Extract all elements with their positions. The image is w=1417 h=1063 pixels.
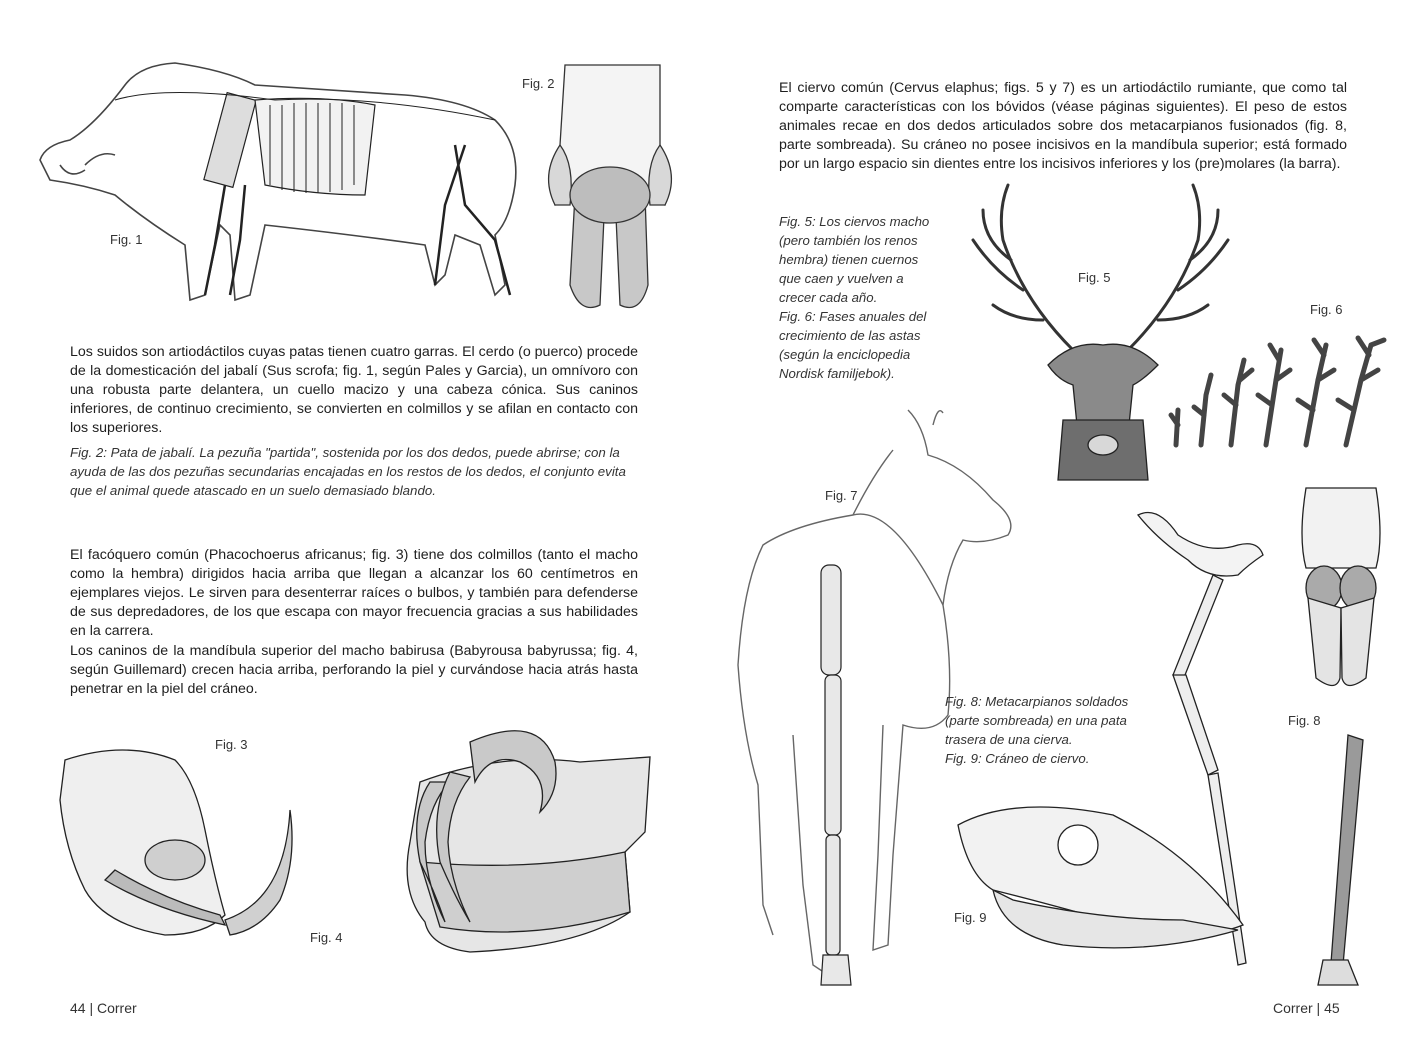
babirusa-skull-illustration: [380, 722, 660, 957]
caption-line: crecer cada año.: [779, 290, 878, 305]
caption-line: Fig. 8: Metacarpianos soldados: [945, 694, 1129, 709]
warthog-skull-illustration: [45, 740, 305, 945]
caption-line: trasera de una cierva.: [945, 732, 1073, 747]
fig2-caption: Fig. 2: Pata de jabalí. La pezuña "partida", sostenida por los dos dedos, puede abrirse; con la ayuda de las dos pezuñas secundarias encajadas en los restos de los dedos, el conjunto evita que el animal quede atascado en un suelo demasiado blando.: [70, 445, 626, 498]
left-folio: 44 | Correr: [70, 1000, 137, 1016]
babirusa-paragraph: Los caninos de la mandíbula superior del macho babirusa (Babyrousa babyrussa; fig. 4, según Guillemard) crecen hacia arriba, perforando la piel y curvándose hacia atrás hasta penetrar en la piel del cráneo.: [70, 643, 638, 697]
boar-foot-illustration: [540, 55, 680, 330]
caption-line: Fig. 6: Fases anuales del: [779, 309, 927, 324]
caption-line: Fig. 5: Los ciervos macho: [779, 214, 930, 229]
fig3-label: Fig. 3: [215, 737, 248, 752]
caption-line: Nordisk familjebok).: [779, 366, 895, 381]
caption-line: hembra) tienen cuernos: [779, 252, 919, 267]
caption-line: crecimiento de las astas: [779, 328, 921, 343]
boar-skeleton-illustration: [25, 45, 535, 315]
fig9-label: Fig. 9: [954, 910, 987, 925]
facoquero-paragraph: El facóquero común (Phacochoerus africanus; fig. 3) tiene dos colmillos (tanto el macho como la hembra) dirigidos hacia arriba que llegan a alcanzar los 60 centímetros en ejemplares viejos. Le sirven para desenterrar raíces o bulbos, y también para defenderse de sus depredadores, de los que escapa con mayor frecuencia gracias a sus habilidades en la carrera.: [70, 547, 638, 639]
deer-hoof-illustration: [1296, 478, 1386, 693]
right-page: [708, 0, 1417, 1063]
right-folio: Correr | 45: [1273, 1000, 1340, 1016]
fig5-fig6-caption: [779, 212, 969, 383]
suidos-paragraph: Los suidos son artiodáctilos cuyas patas tienen cuatro garras. El cerdo (o puerco) procede de la domesticación del jabalí (Sus scrofa; fig. 1, según Pales y Garcia), un omnívoro con una robusta parte delantera, un cuello macizo y una cabeza cónica. Sus caninos inferiores, de continuo crecimiento, se convierten en colmillos y se afilan en contacto con los superiores.: [70, 344, 638, 436]
left-page: [0, 0, 708, 1063]
fig8-label: Fig. 8: [1288, 713, 1321, 728]
fig7-label: Fig. 7: [825, 488, 858, 503]
fig2-label: Fig. 2: [522, 76, 555, 91]
fig5-label: Fig. 5: [1078, 270, 1111, 285]
caption-line: Fig. 9: Cráneo de ciervo.: [945, 751, 1090, 766]
caption-line: que caen y vuelven a: [779, 271, 904, 286]
caption-line: (pero también los renos: [779, 233, 918, 248]
deer-skull-illustration: [953, 795, 1253, 955]
fig6-label: Fig. 6: [1310, 302, 1343, 317]
caption-line: (parte sombreada) en una pata: [945, 713, 1127, 728]
caption-line: (según la enciclopedia: [779, 347, 911, 362]
antler-growth-stages-illustration: [1166, 335, 1391, 450]
fig1-label: Fig. 1: [110, 232, 143, 247]
ciervo-paragraph: El ciervo común (Cervus elaphus; figs. 5 y 7) es un artiodáctilo rumiante, que como tal comparte características con los bóvidos (véase páginas siguientes). El peso de estos animales recae en dos dedos articulados sobre dos metacarpianos fusionados (fig. 8, parte sombreada). Su cráneo no posee incisivos en la mandíbula superior; está formado por un largo espacio sin dientes entre los incisivos inferiores y los (pre)molares (la barra).: [779, 80, 1347, 172]
fig8-fig9-caption: [945, 692, 1145, 768]
fig4-label: Fig. 4: [310, 930, 343, 945]
